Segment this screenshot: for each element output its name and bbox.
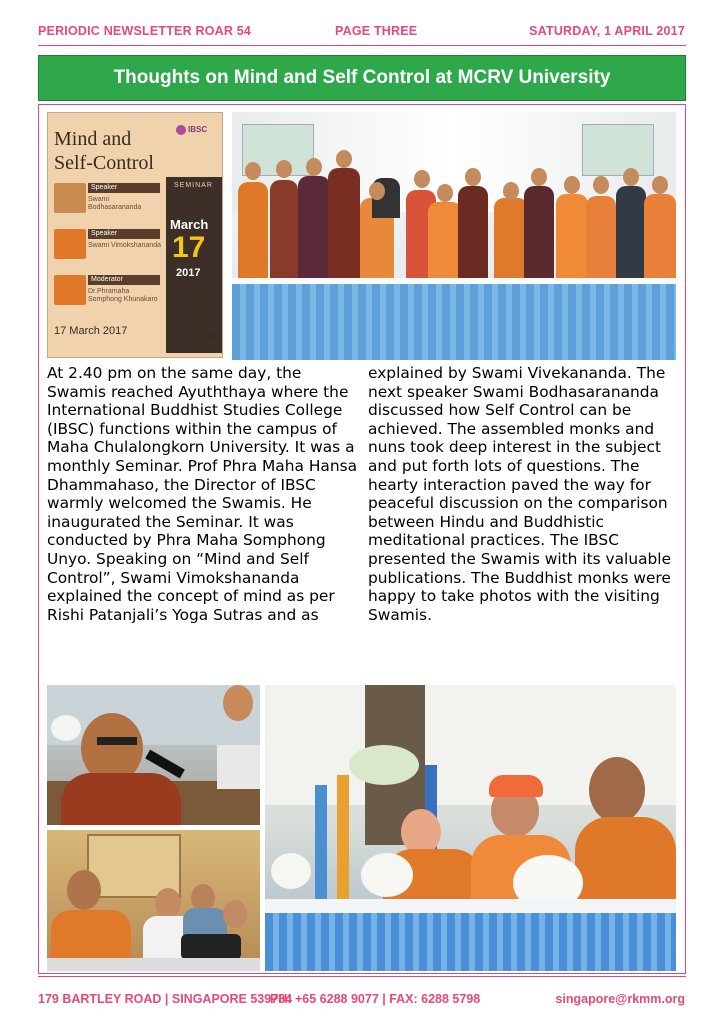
speaker2-name: Swami Vimokshananda	[88, 242, 162, 249]
panel-speakers-photo	[265, 685, 676, 971]
header-rule	[38, 45, 686, 46]
article-column-1	[47, 364, 361, 624]
poster-date: 17 March 2017	[54, 325, 128, 337]
audience-photo	[47, 830, 260, 971]
issue-date: SATURDAY, 1 APRIL 2017	[529, 24, 685, 38]
footer-phone: PH: +65 6288 9077 | FAX: 6288 5798	[270, 992, 481, 1006]
monk-questioner-photo	[47, 685, 260, 825]
poster-title-line1: Mind and	[54, 128, 132, 150]
speaker2-role: Speaker	[88, 229, 160, 239]
newsletter-issue: PERIODIC NEWSLETTER ROAR 54	[38, 24, 252, 38]
article-paragraph-2: explained by Swami Vivekananda. The next speaker Swami Bodhasarananda discussed how Self Control can be achieved. The assembled monks and nuns took deep interest in the subject and put forth lots of questions. The hearty interaction paved the way for peaceful discussion on the comparison between Hindu and Buddhistic meditational practices. The IBSC presented the Swamis with its valuable publications. The Buddhist monks were happy to take photos with the visiting Swamis.	[368, 364, 672, 624]
page-number: PAGE THREE	[335, 24, 418, 38]
speaker2-photo	[54, 229, 86, 259]
footer-email[interactable]: singapore@rkmm.org	[555, 992, 685, 1006]
ibsc-logo	[176, 125, 214, 137]
poster-series	[174, 171, 215, 191]
poster-series-line1: MONTHLY	[174, 172, 215, 179]
group-photo	[232, 112, 676, 360]
poster-title-line2: Self-Control	[54, 152, 154, 174]
moderator-photo	[54, 275, 86, 305]
moderator-name: Dr.Phramaha Somphong Khunakaro	[88, 288, 158, 303]
speaker1-name: Swami Bodhasarananda	[88, 196, 142, 211]
moderator-role: Moderator	[88, 275, 160, 285]
logo-text: IBSC	[188, 125, 208, 135]
poster-time: 02.40 PM	[174, 332, 217, 343]
footer-rule	[38, 976, 686, 977]
article-title: Thoughts on Mind and Self Control at MCRV University	[113, 67, 611, 88]
poster-month: March	[170, 217, 209, 232]
poster-day: 17	[172, 231, 206, 264]
poster-date-panel	[166, 177, 223, 353]
article-column-2	[368, 364, 680, 624]
speaker1-photo	[54, 183, 86, 213]
logo-mark-icon	[176, 125, 186, 135]
poster-year: 2017	[176, 267, 201, 279]
footer-address: 179 BARTLEY ROAD | SINGAPORE 539784	[38, 992, 293, 1006]
article-title-banner	[38, 55, 686, 101]
poster-series-line2: SEMINAR	[174, 182, 213, 189]
poster-title	[54, 127, 154, 175]
speaker1-role: Speaker	[88, 183, 160, 193]
article-paragraph-1: At 2.40 pm on the same day, the Swamis reached Ayuththaya where the International Buddhist Studies College (IBSC) functions within the campus of Maha Chulalongkorn University. It was a monthly Seminar. Prof Phra Maha Hansa Dhammahaso, the Director of IBSC warmly welcomed the Swamis. He inaugurated the Seminar. It was conducted by Phra Maha Somphong Unyo. Speaking on “Mind and Self Control”, Swami Vimokshananda explained the concept of mind as per Rishi Patanjali’s Yoga Sutras and as	[47, 364, 358, 624]
seminar-poster	[47, 112, 223, 358]
